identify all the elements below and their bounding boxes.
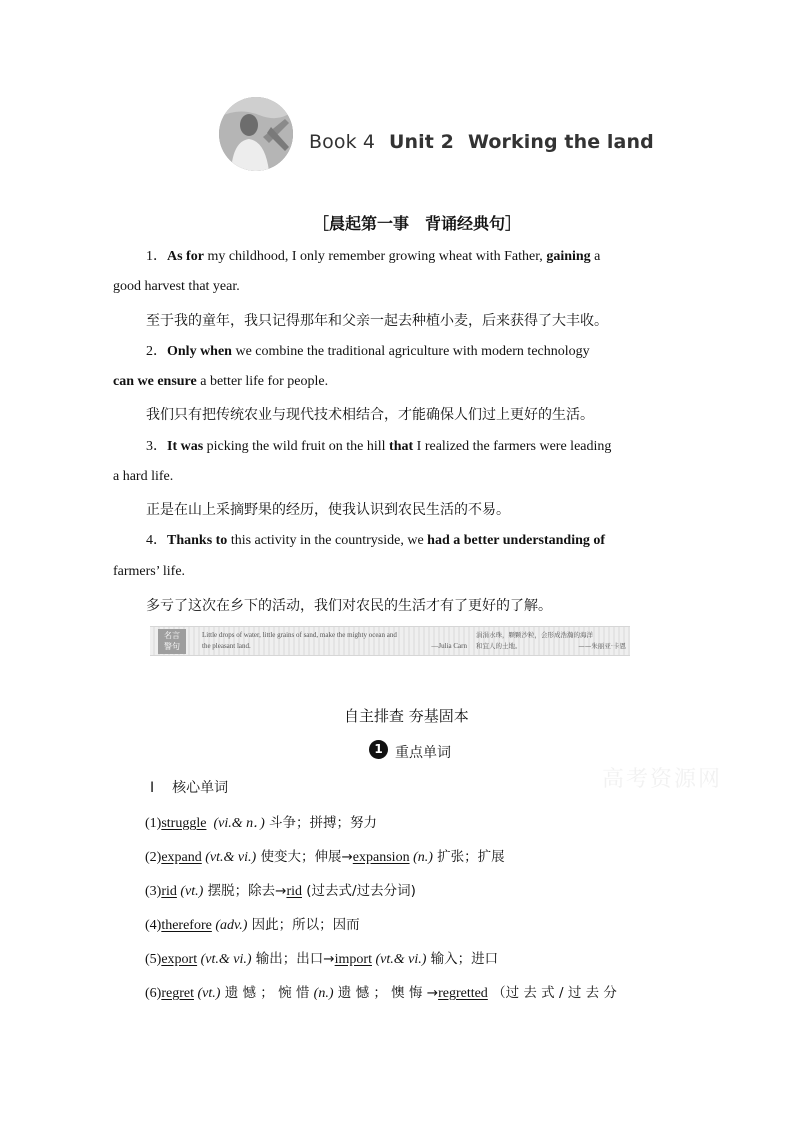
part-of-speech: (adv.) bbox=[215, 918, 248, 933]
quote-banner bbox=[150, 626, 630, 656]
portrait-photo bbox=[219, 97, 293, 171]
vocab-number: (5) bbox=[145, 952, 162, 967]
sentence-1-zh: 至于我的童年，我只记得那年和父亲一起去种植小麦，后来获得了大丰收。 bbox=[146, 313, 608, 329]
sentence-1-en bbox=[146, 248, 600, 266]
vocab-answer: import bbox=[334, 952, 372, 967]
unit-name: Working the land bbox=[468, 131, 654, 153]
vocab-meaning: 使变大；伸展→ bbox=[256, 849, 353, 865]
sentence-number: 3． bbox=[146, 439, 167, 454]
part-of-speech: (vt.& vi.) bbox=[375, 952, 427, 967]
vocab-meaning: 扩张；扩展 bbox=[432, 849, 505, 865]
vocab-meaning: （过 去 式 / 过 去 分 bbox=[487, 985, 617, 1001]
key-phrase: can we ensure bbox=[113, 374, 197, 389]
sentence-text: I realized the farmers were leading bbox=[413, 439, 612, 454]
sentence-number: 1． bbox=[146, 249, 167, 264]
vocab-number: (6) bbox=[145, 986, 162, 1001]
section-heading: ［晨起第一事 背诵经典句］ bbox=[313, 216, 522, 233]
key-phrase: that bbox=[389, 439, 414, 454]
sentence-3-en bbox=[146, 438, 611, 456]
part-of-speech: (vt.) bbox=[180, 884, 204, 899]
unit-label: Unit 2 bbox=[389, 131, 455, 153]
part-of-speech: (vt.& vi.) bbox=[200, 952, 252, 967]
key-phrase: As for bbox=[167, 249, 204, 264]
part-of-speech: (vt.& vi.) bbox=[205, 850, 257, 865]
sentence-2-en-cont bbox=[113, 373, 328, 391]
sentence-2-en bbox=[146, 343, 590, 361]
sentence-text: this activity in the countryside, we bbox=[227, 533, 428, 548]
portrait-photo-graphic bbox=[219, 97, 293, 171]
vocab-answer: regret bbox=[161, 986, 194, 1001]
sentence-4-zh: 多亏了这次在乡下的活动，我们对农民的生活才有了更好的了解。 bbox=[146, 598, 552, 614]
vocab-item bbox=[145, 845, 505, 866]
sentence-number: 2． bbox=[146, 344, 167, 359]
key-phrase: had a better understanding of bbox=[427, 533, 606, 548]
vocab-answer: expansion bbox=[352, 850, 410, 865]
watermark: 高考资源网 bbox=[602, 767, 723, 792]
unit-title bbox=[309, 131, 654, 153]
quote-en-line: the pleasant land. bbox=[202, 642, 251, 650]
quote-zh-line: 涓涓水珠，颗颗沙粒，会形成浩瀚的海洋 bbox=[476, 631, 593, 639]
sentence-number: 4． bbox=[146, 533, 167, 548]
sentence-4-en-cont: farmers’ life. bbox=[113, 564, 186, 579]
part-of-speech: (n.) bbox=[413, 850, 433, 865]
quote-en-line: Little drops of water, little grains of sand, make the mighty ocean and bbox=[202, 631, 397, 639]
vocab-answer: regretted bbox=[438, 986, 488, 1001]
quote-chinese bbox=[476, 630, 626, 652]
key-phrase: It was bbox=[167, 439, 204, 454]
sentence-1-en-cont: good harvest that year. bbox=[113, 279, 240, 294]
vocab-item bbox=[145, 913, 360, 934]
vocab-item bbox=[145, 981, 617, 1002]
vocab-item bbox=[145, 947, 498, 968]
vocab-item bbox=[145, 879, 416, 900]
vocab-answer: rid bbox=[286, 884, 302, 899]
vocab-meaning: 遗 憾 ； 懊 悔 → bbox=[333, 985, 439, 1001]
quote-author: ——朱丽亚·卡恩 bbox=[578, 642, 626, 650]
key-phrase: gaining bbox=[546, 249, 591, 264]
vocab-meaning: 输出；出口→ bbox=[251, 951, 335, 967]
quote-tag bbox=[158, 629, 186, 654]
sentence-text: we combine the traditional agriculture with modern technology bbox=[231, 344, 590, 359]
vocab-number: (3) bbox=[145, 884, 162, 899]
sentence-text: a better life for people. bbox=[196, 374, 329, 389]
vocab-meaning: 斗争；拼搏；努力 bbox=[264, 815, 378, 831]
roman-numeral: Ⅰ bbox=[150, 780, 155, 796]
section-title: 自主排查 夯基固本 bbox=[344, 707, 469, 725]
vocab-meaning: 遗 憾 ； 惋 惜 bbox=[220, 985, 314, 1001]
quote-tag-line: 警句 bbox=[164, 642, 180, 651]
quote-english bbox=[202, 630, 467, 652]
subsection-heading bbox=[150, 777, 228, 797]
quote-zh-line: 和宜人的土地。 bbox=[476, 642, 522, 650]
vocab-number: (4) bbox=[145, 918, 162, 933]
part-of-speech: (vi.& n．) bbox=[213, 816, 265, 831]
vocab-meaning: 因此；所以；因而 bbox=[247, 917, 360, 933]
subsection-label: 核心单词 bbox=[172, 780, 229, 796]
vocab-answer: expand bbox=[161, 850, 202, 865]
vocab-number: (2) bbox=[145, 850, 162, 865]
sentence-3-zh: 正是在山上采摘野果的经历，使我认识到农民生活的不易。 bbox=[146, 502, 510, 518]
vocab-number: (1) bbox=[145, 816, 162, 831]
quote-tag-line: 名言 bbox=[164, 631, 180, 640]
vocab-answer: rid bbox=[161, 884, 177, 899]
sentence-2-zh: 我们只有把传统农业与现代技术相结合，才能确保人们过上更好的生活。 bbox=[146, 407, 594, 423]
vocab-answer: struggle bbox=[161, 816, 207, 831]
sentence-text: picking the wild fruit on the hill bbox=[203, 439, 390, 454]
section-number-badge: 1 bbox=[369, 740, 388, 759]
book-label: Book 4 bbox=[309, 131, 376, 153]
vocab-meaning: (过去式/过去分词) bbox=[302, 883, 416, 899]
part-of-speech: (vt.) bbox=[197, 986, 221, 1001]
sentence-3-en-cont: a hard life. bbox=[113, 469, 174, 484]
vocab-answer: export bbox=[161, 952, 198, 967]
key-phrase: Only when bbox=[167, 344, 232, 359]
part-of-speech: (n.) bbox=[313, 986, 334, 1001]
vocab-answer: therefore bbox=[161, 918, 212, 933]
quote-author: —Julia Carn bbox=[431, 642, 467, 650]
sentence-text: my childhood, I only remember growing wheat with Father, bbox=[203, 249, 547, 264]
sentence-4-en bbox=[146, 532, 605, 550]
vocab-meaning: 摆脱；除去→ bbox=[203, 883, 287, 899]
vocab-item bbox=[145, 811, 377, 832]
subsection-title: 重点单词 bbox=[395, 745, 451, 761]
sentence-text: a bbox=[590, 249, 601, 264]
key-phrase: Thanks to bbox=[167, 533, 228, 548]
vocab-meaning: 输入；进口 bbox=[426, 951, 499, 967]
